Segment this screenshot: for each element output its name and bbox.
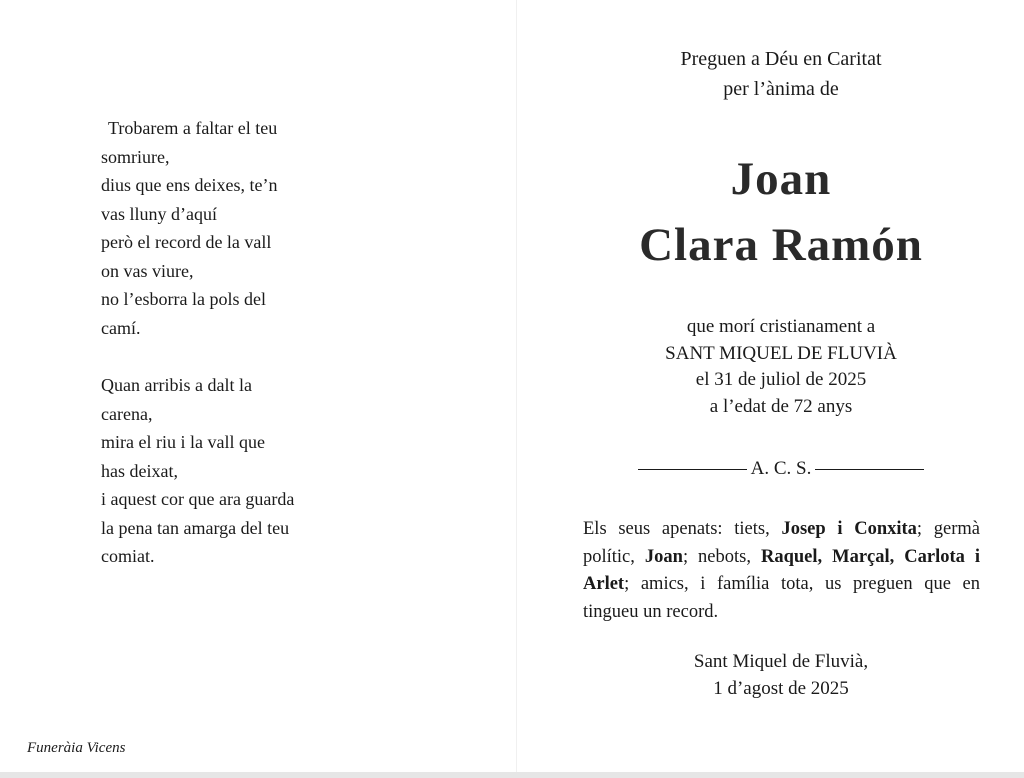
card-fold-line <box>516 0 517 778</box>
scan-edge <box>0 772 1024 778</box>
family-text: ; amics, i família tota, us preguen que en tingueu un record. <box>583 574 980 622</box>
place: Sant Miquel de Fluvià, <box>693 651 869 672</box>
poem-line: la pena tan amarga del teu <box>101 517 290 538</box>
poem-line: no l’esborra la pols del <box>101 289 266 309</box>
death-date: el 31 de juliol de 2025 <box>695 369 867 390</box>
intro-line: per l’ànima de <box>723 78 839 100</box>
memorial-poem <box>101 114 361 571</box>
family-notice <box>583 516 980 626</box>
poem-line: mira el riu i la vall que <box>101 432 265 452</box>
poem-line: somriure, <box>101 146 170 167</box>
deceased-first-name: Joan <box>730 153 832 205</box>
poem-line: comiat. <box>101 546 155 566</box>
family-text: ; nebots, <box>682 546 761 567</box>
stanza-break <box>101 342 361 371</box>
poem-line: Trobarem a faltar el teu <box>108 118 278 138</box>
family-names: Joan <box>644 546 683 567</box>
family-text: ; germà polític, <box>583 519 980 567</box>
family-names: Josep i Conxita <box>781 519 917 539</box>
poem-line: i aquest cor que ara guarda <box>101 489 295 509</box>
divider-rule <box>815 469 924 470</box>
poem-line: on vas viure, <box>101 260 194 281</box>
family-names: Raquel, Marçal, Carlota i Arlet <box>583 546 980 594</box>
divider-rule <box>638 469 747 470</box>
acs-label: A. C. S. <box>750 458 812 479</box>
date: 1 d’agost de 2025 <box>713 678 849 699</box>
prayer-intro <box>560 44 1002 104</box>
poem-line: Quan arribis a dalt la <box>101 375 252 395</box>
intro-line: Preguen a Déu en Caritat <box>680 48 882 70</box>
poem-line: però el record de la vall <box>101 232 272 252</box>
death-place: SANT MIQUEL DE FLUVIÀ <box>665 342 897 364</box>
deceased-name <box>560 146 1002 278</box>
acs-divider <box>638 456 924 482</box>
poem-line: vas lluny d’aquí <box>101 203 217 224</box>
place-and-date <box>560 648 1002 702</box>
death-age: a l’edat de 72 anys <box>709 395 853 417</box>
family-text: Els seus apenats: tiets, <box>583 519 782 539</box>
poem-line: has deixat, <box>101 460 178 481</box>
deceased-surnames: Clara Ramón <box>639 219 923 271</box>
poem-line: dius que ens deixes, te’n <box>101 175 278 195</box>
death-line: que morí cristianament a <box>686 316 876 337</box>
poem-line: carena, <box>101 403 153 424</box>
death-details <box>560 314 1002 420</box>
poem-line: camí. <box>101 317 141 338</box>
funeral-home-name: Funeràia Vicens <box>27 740 126 756</box>
